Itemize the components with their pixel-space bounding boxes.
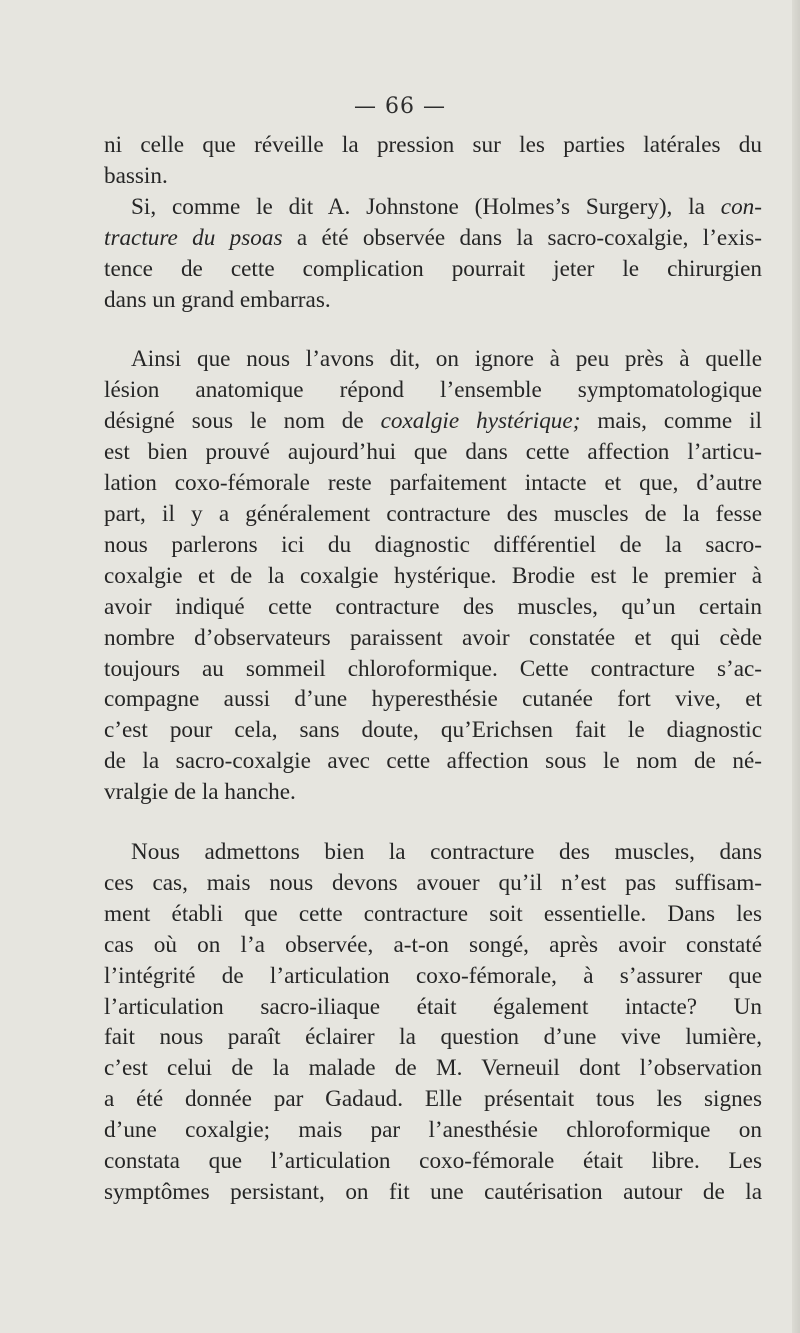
- page-edge: [792, 0, 800, 1333]
- paragraph: [104, 130, 762, 192]
- text-line: vralgie de la hanche.: [104, 779, 296, 806]
- paragraph: [104, 837, 762, 1208]
- text-line: tracture du psoas a été observée dans la sacro-coxalgie, l’exis-: [104, 224, 762, 251]
- text-line: c’est pour cela, sans doute, qu’Erichsen fait le diagnostic: [104, 717, 762, 744]
- paragraph: [104, 344, 762, 808]
- text-line: fait nous paraît éclairer la question d’une vive lumière,: [104, 1024, 762, 1051]
- text-line: Si, comme le dit A. Johnstone (Holmes’s Surgery), la con-: [131, 193, 762, 220]
- text-line: ment établi que cette contracture soit essentielle. Dans les: [104, 900, 762, 927]
- text-line: symptômes persistant, on fit une cautérisation autour de la: [104, 1179, 762, 1205]
- text-line: lésion anatomique répond l’ensemble symptomatologique: [104, 377, 762, 404]
- text-line: coxalgie et de la coxalgie hystérique. Brodie est le premier à: [104, 562, 762, 589]
- text-line: Ainsi que nous l’avons dit, on ignore à peu près à quelle: [131, 346, 762, 373]
- text-line: cas où on l’a observée, a-t-on songé, après avoir constaté: [104, 931, 762, 958]
- text-line: c’est celui de la malade de M. Verneuil dont l’observation: [104, 1055, 762, 1082]
- text-line: nombre d’observateurs paraissent avoir constatée et qui cède: [104, 624, 762, 651]
- text-line: nous parlerons ici du diagnostic différentiel de la sacro-: [104, 531, 762, 558]
- text-line: dans un grand embarras.: [104, 286, 331, 313]
- text-line: a été donnée par Gadaud. Elle présentait tous les signes: [104, 1086, 762, 1113]
- text-line: est bien prouvé aujourd’hui que dans cette affection l’articu-: [104, 439, 762, 466]
- text-line: compagne aussi d’une hyperesthésie cutanée fort vive, et: [104, 686, 762, 713]
- italic-phrase: con-: [720, 193, 762, 220]
- text-line: ces cas, mais nous devons avouer qu’il n’est pas suffisam-: [104, 869, 762, 896]
- text-line: bassin.: [104, 162, 168, 189]
- italic-phrase: tracture du psoas: [104, 224, 283, 251]
- text-line: part, il y a généralement contracture des muscles de la fesse: [104, 500, 762, 527]
- italic-phrase: coxalgie hystérique;: [380, 408, 581, 435]
- text-line: ni celle que réveille la pression sur les parties latérales du: [104, 132, 762, 158]
- page-number: — 66 —: [354, 94, 446, 119]
- text-line: de la sacro-coxalgie avec cette affection sous le nom de né-: [104, 748, 762, 775]
- text-line: constata que l’articulation coxo-fémorale était libre. Les: [104, 1148, 762, 1175]
- text-line: désigné sous le nom de coxalgie hystérique; mais, comme il: [104, 408, 762, 435]
- text-line: tence de cette complication pourrait jeter le chirurgien: [104, 255, 762, 282]
- text-line: l’articulation sacro-iliaque était également intacte? Un: [104, 993, 762, 1020]
- paragraph: [104, 192, 762, 316]
- body-text: [104, 130, 762, 1208]
- text-line: Nous admettons bien la contracture des muscles, dans: [131, 839, 762, 866]
- text-line: avoir indiqué cette contracture des muscles, qu’un certain: [104, 593, 762, 620]
- text-line: l’intégrité de l’articulation coxo-fémorale, à s’assurer que: [104, 962, 762, 989]
- text-line: lation coxo-fémorale reste parfaitement intacte et que, d’autre: [104, 470, 762, 497]
- text-line: d’une coxalgie; mais par l’anesthésie chloroformique on: [104, 1117, 762, 1144]
- text-line: toujours au sommeil chloroformique. Cette contracture s’ac-: [104, 655, 762, 682]
